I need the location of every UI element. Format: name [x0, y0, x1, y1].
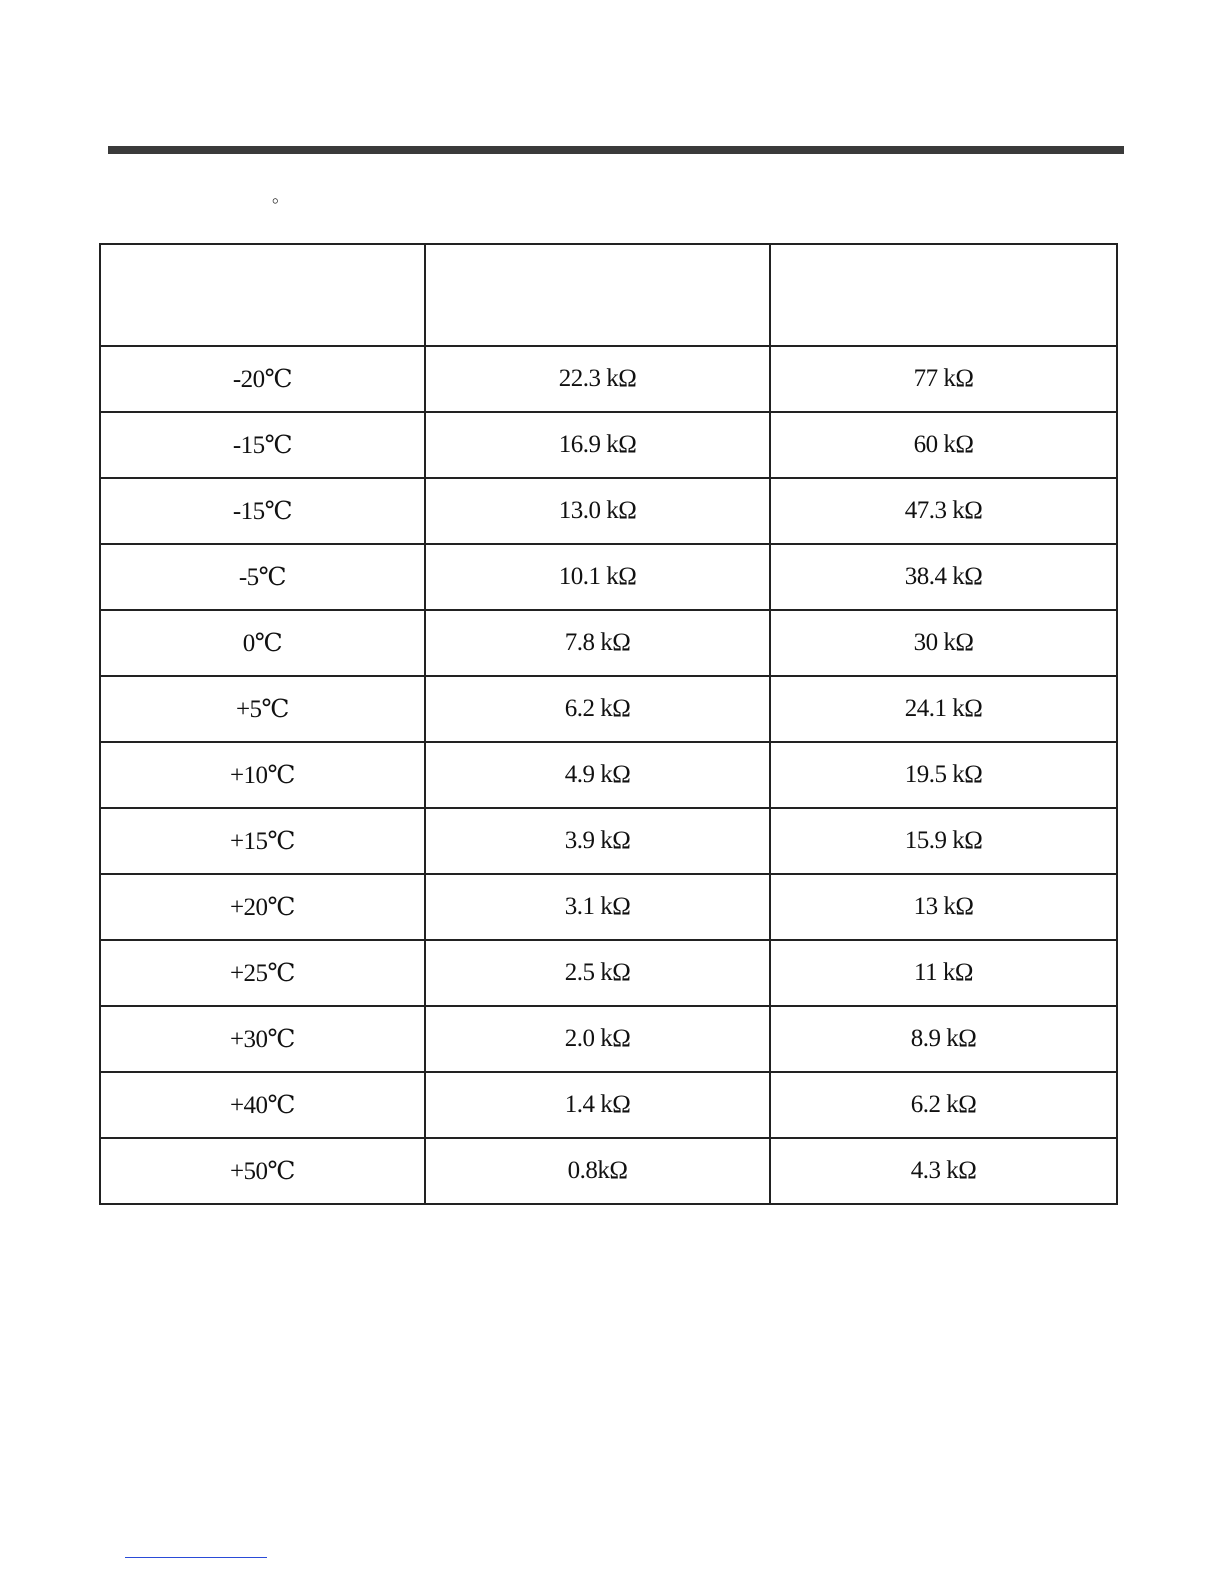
resistance-a-cell: 22.3 kΩ [425, 346, 770, 412]
resistance-b-cell: 60 kΩ [770, 412, 1117, 478]
resistance-b-cell: 11 kΩ [770, 940, 1117, 1006]
temperature-cell: +5℃ [100, 676, 425, 742]
temperature-cell: +15℃ [100, 808, 425, 874]
temperature-cell: -15℃ [100, 478, 425, 544]
temperature-cell: -5℃ [100, 544, 425, 610]
temperature-cell: +50℃ [100, 1138, 425, 1204]
temperature-cell: -15℃ [100, 412, 425, 478]
temperature-cell: +40℃ [100, 1072, 425, 1138]
resistance-a-cell: 6.2 kΩ [425, 676, 770, 742]
temperature-cell: +10℃ [100, 742, 425, 808]
temperature-cell: +25℃ [100, 940, 425, 1006]
resistance-b-cell: 77 kΩ [770, 346, 1117, 412]
resistance-a-cell: 1.4 kΩ [425, 1072, 770, 1138]
resistance-b-cell: 13 kΩ [770, 874, 1117, 940]
resistance-a-cell: 2.5 kΩ [425, 940, 770, 1006]
resistance-a-cell: 0.8kΩ [425, 1138, 770, 1204]
table-row [100, 676, 1117, 742]
footer-link-underline[interactable] [125, 1557, 267, 1558]
table-row [100, 412, 1117, 478]
resistance-a-cell: 16.9 kΩ [425, 412, 770, 478]
resistance-a-cell: 7.8 kΩ [425, 610, 770, 676]
header-cell-sensor-b [770, 244, 1117, 346]
table-row [100, 940, 1117, 1006]
table-row [100, 808, 1117, 874]
resistance-a-cell: 4.9 kΩ [425, 742, 770, 808]
header-cell-sensor-a [425, 244, 770, 346]
temperature-cell: 0℃ [100, 610, 425, 676]
temperature-cell: +20℃ [100, 874, 425, 940]
resistance-b-cell: 47.3 kΩ [770, 478, 1117, 544]
temperature-cell: -20℃ [100, 346, 425, 412]
temperature-cell: +30℃ [100, 1006, 425, 1072]
table-row [100, 544, 1117, 610]
resistance-b-cell: 24.1 kΩ [770, 676, 1117, 742]
resistance-b-cell: 6.2 kΩ [770, 1072, 1117, 1138]
resistance-table [99, 243, 1118, 1205]
resistance-b-cell: 4.3 kΩ [770, 1138, 1117, 1204]
top-horizontal-rule [108, 146, 1124, 154]
table-row [100, 1006, 1117, 1072]
resistance-a-cell: 2.0 kΩ [425, 1006, 770, 1072]
resistance-b-cell: 30 kΩ [770, 610, 1117, 676]
table-row [100, 610, 1117, 676]
resistance-b-cell: 38.4 kΩ [770, 544, 1117, 610]
header-cell-temperature [100, 244, 425, 346]
resistance-a-cell: 13.0 kΩ [425, 478, 770, 544]
intro-punctuation-mark: 。 [272, 186, 290, 206]
resistance-a-cell: 3.9 kΩ [425, 808, 770, 874]
table-header-row [100, 244, 1117, 346]
table-row [100, 874, 1117, 940]
table-row [100, 478, 1117, 544]
table-row [100, 742, 1117, 808]
table-row [100, 346, 1117, 412]
resistance-b-cell: 19.5 kΩ [770, 742, 1117, 808]
resistance-b-cell: 15.9 kΩ [770, 808, 1117, 874]
table-row [100, 1072, 1117, 1138]
table-row [100, 1138, 1117, 1204]
resistance-b-cell: 8.9 kΩ [770, 1006, 1117, 1072]
resistance-a-cell: 3.1 kΩ [425, 874, 770, 940]
resistance-a-cell: 10.1 kΩ [425, 544, 770, 610]
